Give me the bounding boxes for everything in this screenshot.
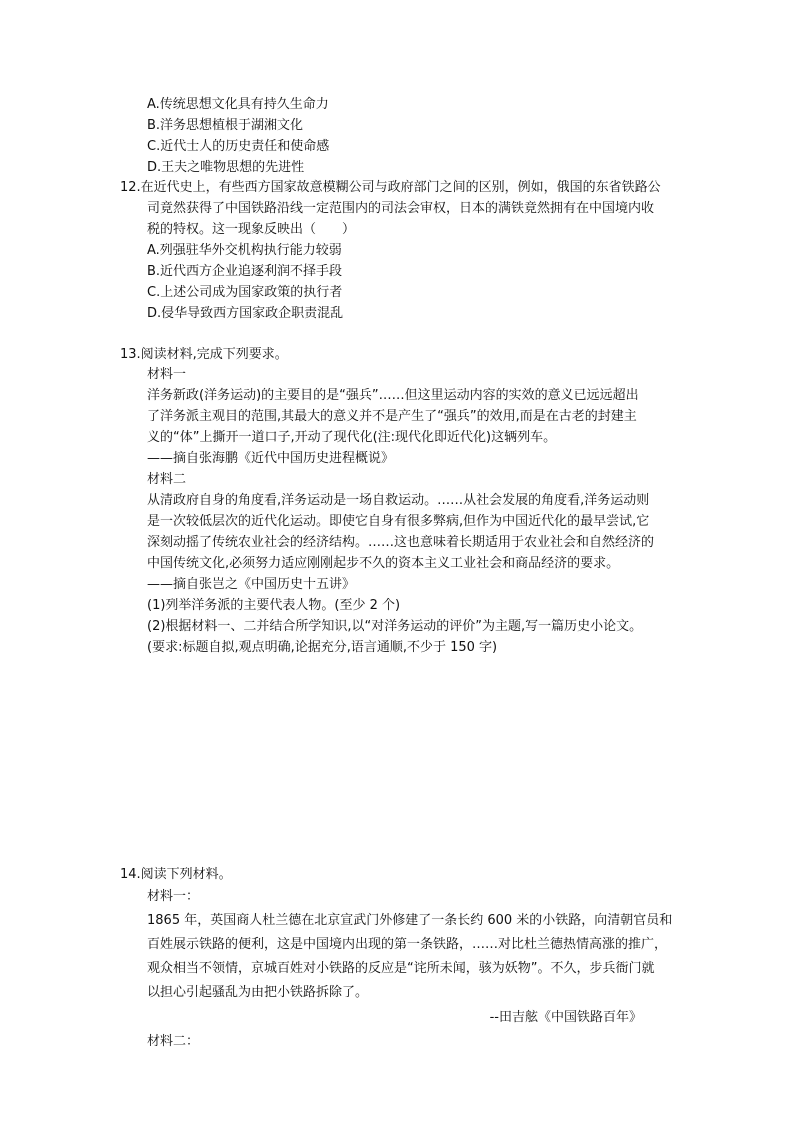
q13-material1-source: ——摘自张海鹏《近代中国历史进程概说》 (147, 451, 395, 466)
q11-option-a: A.传统思想文化具有持久生命力 (147, 97, 329, 112)
q14-material1-line-1: 1865 年，英国商人杜兰德在北京宣武门外修建了一条长约 600 米的小铁路，向清朝官员和 (147, 913, 673, 928)
q13-material1-line-3: 义的“体”上撕开一道口子,开动了现代化(注:现代化即近代化)这辆列车。 (147, 430, 557, 445)
q14-stem: 14.阅读下列材料。 (120, 867, 232, 882)
q12-option-c: C.上述公司成为国家政策的执行者 (147, 285, 343, 300)
q12-stem-line-2: 司竟然获得了中国铁路沿线一定范围内的司法会审权，日本的满铁竟然拥有在中国境内收 (147, 201, 655, 216)
q13-material2-line-3: 深刻动摇了传统农业社会的经济结构。……这也意味着长期适用于农业社会和自然经济的 (147, 535, 655, 550)
q13-material1-line-2: 了洋务派主观目的范围,其最大的意义并不是产生了“强兵”的效用,而是在古老的封建主 (147, 409, 637, 424)
q13-material2-title: 材料二 (147, 472, 187, 487)
q14-material1-source: --田吉舷《中国铁路百年》 (489, 1010, 642, 1025)
q13-material2-line-2: 是一次较低层次的近代化运动。即使它自身有很多弊病,但作为中国近代化的最早尝试,它 (147, 514, 650, 529)
q12-option-d: D.侵华导致西方国家政企职责混乱 (147, 306, 344, 321)
q13-material2-line-1: 从清政府自身的角度看,洋务运动是一场自救运动。……从社会发展的角度看,洋务运动则 (147, 493, 650, 508)
q14-material1-line-4: 以担心引起骚乱为由把小铁路拆除了。 (147, 985, 369, 1000)
q12-stem-line-3: 税的特权。这一现象反映出（ ） (147, 222, 356, 237)
q13-material2-line-4: 中国传统文化,必须努力适应刚刚起步不久的资本主义工业社会和商品经济的要求。 (147, 556, 620, 571)
q13-material1-title: 材料一 (147, 367, 187, 382)
q13-requirement-2-note: (要求:标题自拟,观点明确,论据充分,语言通顺,不少于 150 字) (147, 640, 498, 655)
q13-material1-line-1: 洋务新政(洋务运动)的主要目的是“强兵”……但这里运动内容的实效的意义已远远超出 (147, 388, 639, 403)
q12-option-b: B.近代西方企业追逐利润不择手段 (147, 264, 343, 279)
q14-material1-title: 材料一： (147, 889, 200, 904)
q13-stem: 13.阅读材料,完成下列要求。 (120, 347, 288, 362)
q14-material1-line-2: 百姓展示铁路的便利，这是中国境内出现的第一条铁路，……对比杜兰德热情高涨的推广， (147, 937, 668, 952)
q13-material2-source: ——摘自张岂之《中国历史十五讲》 (147, 577, 356, 592)
q13-requirement-2: (2)根据材料一、二并结合所学知识,以“对洋务运动的评价”为主题,写一篇历史小论文。 (147, 619, 643, 634)
q11-option-c: C.近代士人的历史责任和使命感 (147, 139, 330, 154)
q14-material1-line-3: 观众相当不领情，京城百姓对小铁路的反应是“诧所未闻，骇为妖物”。不久，步兵衙门就 (147, 961, 655, 976)
q11-option-d: D.王夫之唯物思想的先进性 (147, 160, 305, 175)
q11-option-b: B.洋务思想植根于湖湘文化 (147, 118, 304, 133)
q12-option-a: A.列强驻华外交机构执行能力较弱 (147, 243, 342, 258)
q13-requirement-1: (1)列举洋务派的主要代表人物。(至少 2 个) (147, 598, 401, 613)
q12-stem-line-1: 12.在近代史上，有些西方国家故意模糊公司与政府部门之间的区别，例如，俄国的东省铁路公 (120, 180, 661, 195)
q14-material2-title: 材料二： (147, 1034, 200, 1049)
